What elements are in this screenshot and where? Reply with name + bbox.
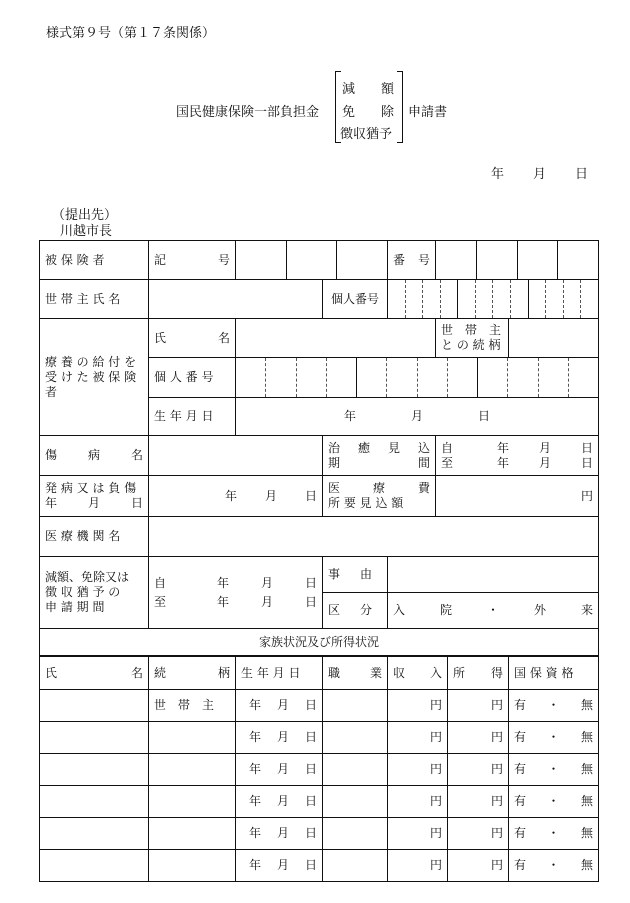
- patient-name-field[interactable]: [236, 319, 436, 358]
- family-job-field[interactable]: [323, 786, 388, 818]
- patient-mynumber-field[interactable]: [236, 358, 599, 398]
- cost-label: 医 療 費 所 要 見 込 額: [323, 476, 436, 517]
- family-job-field[interactable]: [323, 818, 388, 850]
- bango-field[interactable]: [436, 241, 599, 280]
- reason-field[interactable]: [388, 557, 599, 593]
- family-section-header: 家族状況及び所得状況: [40, 629, 599, 656]
- family-name-field[interactable]: [40, 754, 149, 786]
- family-shotoku-field[interactable]: 円: [448, 722, 509, 754]
- family-row: [40, 786, 599, 818]
- form-number: 様式第９号（第１７条関係）: [46, 26, 216, 41]
- family-income-table: [39, 656, 599, 882]
- date-year: 年: [491, 167, 505, 182]
- onset-date-field[interactable]: 年 月 日: [149, 476, 323, 517]
- family-status-field[interactable]: 有 ・ 無: [509, 786, 599, 818]
- family-row: [40, 850, 599, 882]
- family-row: [40, 754, 599, 786]
- household-head-label: 世 帯 主 氏 名: [40, 280, 149, 319]
- family-shotoku-field[interactable]: 円: [448, 786, 509, 818]
- family-relation-field[interactable]: [149, 722, 236, 754]
- family-shotoku-field[interactable]: 円: [448, 850, 509, 882]
- family-birth-field[interactable]: 年 月 日: [236, 786, 323, 818]
- patient-birth-label: 生 年 月 日: [149, 398, 236, 436]
- outlook-period-field[interactable]: 自 年 月 日 至 年 月 日: [436, 436, 599, 476]
- relation-label: 世 帯 主 と の 続 柄: [436, 319, 509, 358]
- patient-name-label: 氏 名: [149, 319, 236, 358]
- family-relation-field[interactable]: [149, 850, 236, 882]
- onset-label: 発 病 又 は 負 傷 年 月 日: [40, 476, 149, 517]
- col-birth: 生 年 月 日: [236, 657, 323, 690]
- recipient-name: 川越市長: [60, 224, 113, 239]
- family-relation-field[interactable]: [149, 754, 236, 786]
- head-mynumber-field[interactable]: [388, 280, 599, 319]
- kigo-label: 記 号: [149, 241, 236, 280]
- col-shotoku: 所 得: [448, 657, 509, 690]
- family-status-field[interactable]: 有 ・ 無: [509, 850, 599, 882]
- family-row: [40, 690, 599, 722]
- head-mynumber-label: 個人番号: [323, 280, 388, 319]
- title-right-bracket: [397, 71, 403, 143]
- family-income-field[interactable]: 円: [388, 786, 448, 818]
- reason-label: 事 由: [323, 557, 388, 593]
- family-name-field[interactable]: [40, 722, 149, 754]
- col-income: 収 入: [388, 657, 448, 690]
- title-option-yuyo: 徴収猶予: [340, 127, 393, 142]
- title-option-gengaku: 減 額: [342, 82, 394, 97]
- patient-mynumber-label: 個 人 番 号: [149, 358, 236, 398]
- period-field[interactable]: 自 年 月 日 至 年 月 日: [149, 557, 323, 629]
- family-name-field[interactable]: [40, 818, 149, 850]
- col-name: 氏 名: [40, 657, 149, 690]
- kubun-nyu[interactable]: 入: [393, 603, 406, 617]
- date-month: 月: [533, 167, 547, 182]
- family-shotoku-field[interactable]: 円: [448, 754, 509, 786]
- insured-label: 被 保 険 者: [40, 241, 149, 280]
- family-job-field[interactable]: [323, 722, 388, 754]
- family-income-field[interactable]: 円: [388, 722, 448, 754]
- kubun-field[interactable]: 入 院 ・ 外 来: [388, 593, 599, 629]
- kigo-field[interactable]: [236, 241, 388, 280]
- family-job-field[interactable]: [323, 754, 388, 786]
- family-income-field[interactable]: 円: [388, 818, 448, 850]
- cost-field[interactable]: 円: [436, 476, 599, 517]
- family-birth-field[interactable]: 年 月 日: [236, 850, 323, 882]
- title-prefix: 国民健康保険一部負担金: [176, 105, 320, 120]
- family-name-field[interactable]: [40, 850, 149, 882]
- bango-label: 番 号: [388, 241, 436, 280]
- application-form-table: [39, 240, 599, 656]
- kubun-gai[interactable]: 外: [533, 603, 546, 617]
- family-income-field[interactable]: 円: [388, 690, 448, 722]
- family-relation-field[interactable]: [149, 786, 236, 818]
- facility-field[interactable]: [149, 517, 599, 557]
- family-income-field[interactable]: 円: [388, 850, 448, 882]
- period-label: 減額、免除又は 徴 収 猶 予 の 申 請 期 間: [40, 557, 149, 629]
- family-relation-field[interactable]: 世 帯 主: [149, 690, 236, 722]
- family-name-field[interactable]: [40, 786, 149, 818]
- patient-label: 療 養 の 給 付 を 受 け た 被 保 険 者: [40, 319, 149, 436]
- col-relation: 続 柄: [149, 657, 236, 690]
- disease-label: 傷 病 名: [40, 436, 149, 476]
- household-head-name-field[interactable]: [149, 280, 323, 319]
- title-suffix: 申請書: [408, 105, 448, 120]
- col-job: 職 業: [323, 657, 388, 690]
- title-option-menjo: 免 除: [342, 105, 394, 120]
- family-status-field[interactable]: 有 ・ 無: [509, 690, 599, 722]
- family-shotoku-field[interactable]: 円: [448, 690, 509, 722]
- relation-field[interactable]: [509, 319, 599, 358]
- family-birth-field[interactable]: 年 月 日: [236, 754, 323, 786]
- patient-birth-field[interactable]: 年 月 日: [236, 398, 599, 436]
- family-row: [40, 818, 599, 850]
- col-status: 国 保 資 格: [509, 657, 599, 690]
- family-name-field[interactable]: [40, 690, 149, 722]
- family-status-field[interactable]: 有 ・ 無: [509, 722, 599, 754]
- family-birth-field[interactable]: 年 月 日: [236, 690, 323, 722]
- family-row: [40, 722, 599, 754]
- family-status-field[interactable]: 有 ・ 無: [509, 754, 599, 786]
- family-status-field[interactable]: 有 ・ 無: [509, 818, 599, 850]
- family-job-field[interactable]: [323, 690, 388, 722]
- outlook-label: 治 癒 見 込 期 間: [323, 436, 436, 476]
- recipient-label: （提出先）: [52, 208, 118, 223]
- family-shotoku-field[interactable]: 円: [448, 818, 509, 850]
- kubun-label: 区 分: [323, 593, 388, 629]
- family-birth-field[interactable]: 年 月 日: [236, 818, 323, 850]
- disease-name-field[interactable]: [149, 436, 323, 476]
- family-relation-field[interactable]: [149, 818, 236, 850]
- date-day: 日: [575, 167, 589, 182]
- family-income-field[interactable]: 円: [388, 754, 448, 786]
- family-birth-field[interactable]: 年 月 日: [236, 722, 323, 754]
- family-job-field[interactable]: [323, 850, 388, 882]
- facility-label: 医 療 機 関 名: [40, 517, 149, 557]
